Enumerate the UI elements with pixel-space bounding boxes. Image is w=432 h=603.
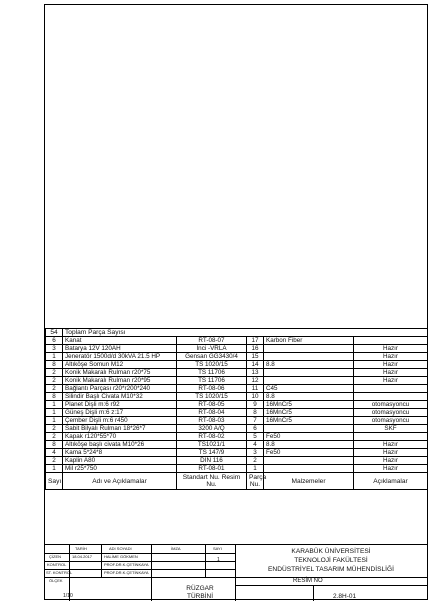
parts-cell-note: Hazır <box>354 441 428 449</box>
col-adi: ADI SOYADI <box>109 546 132 551</box>
parts-cell-note <box>354 385 428 393</box>
parts-cell-std: RT-08-06 <box>177 385 247 393</box>
resim-no-value: 2.8H-01 <box>333 593 357 600</box>
parts-cell-qty: 1 <box>46 401 63 409</box>
parts-cell-name: Güneş Dişli m:6 z:17 <box>63 409 177 417</box>
parts-cell-std: Gensan GG3430/4 <box>177 353 247 361</box>
parts-cell-no: 8 <box>247 409 264 417</box>
resim-no-label: RESİM NO <box>293 578 323 584</box>
parts-cell-note <box>354 433 428 441</box>
parts-cell-std: DIN 116 <box>177 457 247 465</box>
row-olcek: ÖLÇEK <box>49 578 63 583</box>
parts-cell-std: TS 147/9 <box>177 449 247 457</box>
parts-cell-mat <box>264 465 354 473</box>
parts-cell-std: 3200 A/Q <box>177 425 247 433</box>
parts-cell-std: RT-08-07 <box>177 337 247 345</box>
parts-row <box>46 465 428 473</box>
parts-row <box>46 361 428 369</box>
parts-header-note: Açıklamalar <box>354 473 428 490</box>
parts-cell-std: TS 1020/15 <box>177 361 247 369</box>
parts-cell-qty: 2 <box>46 433 63 441</box>
parts-cell-name: Kama 5*24*8 <box>63 449 177 457</box>
parts-cell-std: RT-08-01 <box>177 465 247 473</box>
parts-cell-no: 13 <box>247 369 264 377</box>
parts-total-count: 54 <box>46 329 63 337</box>
parts-row <box>46 393 428 401</box>
parts-cell-mat: 16MnCr5 <box>264 409 354 417</box>
parts-row <box>46 369 428 377</box>
parts-header-std: Standart Nu. Resim Nu. <box>177 473 247 490</box>
parts-cell-mat <box>264 425 354 433</box>
parts-cell-qty: 3 <box>46 345 63 353</box>
parts-cell-name: Planet Dişli m:6 r92 <box>63 401 177 409</box>
parts-cell-std: TS1021/1 <box>177 441 247 449</box>
parts-cell-no: 1 <box>247 465 264 473</box>
parts-header-name: Adı ve Açıklamalar <box>63 473 177 490</box>
parts-cell-note: Hazır <box>354 449 428 457</box>
parts-cell-no: 7 <box>247 417 264 425</box>
parts-cell-mat: 8.8 <box>264 393 354 401</box>
row-cizen: ÇİZEN <box>49 554 61 559</box>
parts-cell-qty: 8 <box>46 393 63 401</box>
parts-cell-qty: 1 <box>46 409 63 417</box>
title-block <box>45 544 427 601</box>
parts-cell-no: 10 <box>247 393 264 401</box>
parts-cell-no: 16 <box>247 345 264 353</box>
parts-cell-note <box>354 337 428 345</box>
parts-cell-note: otomasyoncu <box>354 417 428 425</box>
parts-cell-mat: C45 <box>264 385 354 393</box>
parts-cell-mat: Fe50 <box>264 433 354 441</box>
university-name: KARABÜK ÜNİVERSİTESİ <box>291 548 371 555</box>
parts-cell-mat <box>264 353 354 361</box>
parts-cell-name: Kapak r120*55*70 <box>63 433 177 441</box>
parts-cell-qty: 6 <box>46 337 63 345</box>
parts-cell-name: Silindir Başlı Civata M10*32 <box>63 393 177 401</box>
parts-cell-note <box>354 393 428 401</box>
parts-cell-qty: 1 <box>46 417 63 425</box>
parts-total-label: Toplam Parça Sayısı <box>63 329 428 337</box>
st-kontrol-name: PROF.DR.K.ÇETİNKAYA <box>104 570 149 575</box>
parts-cell-qty: 8 <box>46 441 63 449</box>
parts-cell-mat: Karbon Fiber <box>264 337 354 345</box>
parts-cell-name: Sabit Bilyalı Rulman 18*26*7 <box>63 425 177 433</box>
parts-cell-mat <box>264 377 354 385</box>
parts-cell-note: Hazır <box>354 457 428 465</box>
parts-cell-name: Altıköşe Somun M12 <box>63 361 177 369</box>
parts-cell-no: 4 <box>247 441 264 449</box>
parts-cell-no: 15 <box>247 353 264 361</box>
drawing-title <box>165 585 235 601</box>
parts-row <box>46 409 428 417</box>
parts-header-mat: Malzemeler <box>264 473 354 490</box>
parts-cell-no: 3 <box>247 449 264 457</box>
parts-header-qty: Sayı <box>46 473 63 490</box>
parts-cell-no: 14 <box>247 361 264 369</box>
cizen-name: HALİME GÖKMEN <box>104 554 138 559</box>
parts-cell-std: RT-08-02 <box>177 433 247 441</box>
parts-cell-name: Konik Makaralı Rulman r20*95 <box>63 377 177 385</box>
parts-row <box>46 425 428 433</box>
parts-cell-name: Batarya 12V 120AH <box>63 345 177 353</box>
parts-cell-std: TS 11706 <box>177 369 247 377</box>
parts-cell-qty: 2 <box>46 457 63 465</box>
parts-cell-name: Jeneratör 1500d/d 30kVA 21.5 HP <box>63 353 177 361</box>
parts-cell-note: otomasyoncu <box>354 409 428 417</box>
parts-cell-mat <box>264 369 354 377</box>
parts-cell-note: Hazır <box>354 361 428 369</box>
parts-cell-qty: 2 <box>46 425 63 433</box>
row-kontrol: KONTROL <box>47 562 67 567</box>
parts-row <box>46 457 428 465</box>
parts-cell-note: Hazır <box>354 369 428 377</box>
col-sayi: SAYI <box>213 546 222 551</box>
parts-cell-name: Bağlantı Parçası r20*r200*240 <box>63 385 177 393</box>
parts-cell-std: RT-08-05 <box>177 401 247 409</box>
parts-row <box>46 401 428 409</box>
row-st-kontrol: ST. KONTROL <box>46 570 73 575</box>
parts-row <box>46 345 428 353</box>
drawing-sheet <box>44 4 428 600</box>
parts-cell-std: İnci -VRLA <box>177 345 247 353</box>
parts-cell-no: 2 <box>247 457 264 465</box>
parts-row <box>46 385 428 393</box>
parts-row <box>46 441 428 449</box>
parts-cell-mat <box>264 345 354 353</box>
parts-cell-mat <box>264 457 354 465</box>
parts-header-row <box>46 473 428 490</box>
parts-row <box>46 377 428 385</box>
parts-cell-name: Altıköşe başlı civata M10*26 <box>63 441 177 449</box>
parts-cell-qty: 1 <box>46 353 63 361</box>
parts-cell-std: RT-08-03 <box>177 417 247 425</box>
parts-cell-no: 17 <box>247 337 264 345</box>
institution-block <box>235 547 427 574</box>
col-imza: İMZA <box>171 546 181 551</box>
parts-cell-qty: 8 <box>46 361 63 369</box>
parts-cell-note: Hazır <box>354 345 428 353</box>
parts-total-row <box>46 329 428 337</box>
sayi-value: 1 <box>217 557 220 563</box>
parts-cell-qty: 2 <box>46 385 63 393</box>
parts-cell-qty: 2 <box>46 369 63 377</box>
parts-cell-no: 5 <box>247 433 264 441</box>
drawing-title-line1: RÜZGAR <box>186 585 214 592</box>
parts-cell-qty: 4 <box>46 449 63 457</box>
scale-value: 1/10 <box>63 593 73 599</box>
parts-cell-mat: 8.8 <box>264 441 354 449</box>
parts-row <box>46 337 428 345</box>
date-value: 18.04.2017 <box>72 554 93 559</box>
kontrol-name: PROF.DR.K.ÇETİNKAYA <box>104 562 149 567</box>
parts-cell-mat: Fe50 <box>264 449 354 457</box>
parts-cell-note: Hazır <box>354 465 428 473</box>
parts-cell-std: TS 1020/15 <box>177 393 247 401</box>
parts-cell-name: Konik Makaralı Rulman r20*75 <box>63 369 177 377</box>
parts-list-table <box>45 328 428 490</box>
parts-cell-note: SKF <box>354 425 428 433</box>
drawing-area <box>45 5 427 328</box>
department-name: ENDÜSTRİYEL TASARIM MÜHENDİSLİĞİ <box>268 566 394 573</box>
parts-cell-note: Hazır <box>354 377 428 385</box>
parts-cell-note: Hazır <box>354 353 428 361</box>
parts-row <box>46 449 428 457</box>
parts-cell-qty: 2 <box>46 377 63 385</box>
parts-cell-name: Kanat <box>63 337 177 345</box>
drawing-title-line2: TÜRBİNİ <box>187 593 213 600</box>
parts-row <box>46 433 428 441</box>
parts-cell-note: otomasyoncu <box>354 401 428 409</box>
parts-cell-std: RT-08-04 <box>177 409 247 417</box>
parts-cell-no: 11 <box>247 385 264 393</box>
parts-cell-name: Mil r25*750 <box>63 465 177 473</box>
parts-header-no: Parça Nu. <box>247 473 264 490</box>
parts-cell-no: 6 <box>247 425 264 433</box>
parts-cell-no: 9 <box>247 401 264 409</box>
parts-cell-mat: 16MnCr5 <box>264 417 354 425</box>
parts-row <box>46 417 428 425</box>
parts-cell-name: Çember Dişli m:6 r450 <box>63 417 177 425</box>
parts-cell-no: 12 <box>247 377 264 385</box>
parts-cell-std: TS 11706 <box>177 377 247 385</box>
parts-cell-qty: 1 <box>46 465 63 473</box>
parts-cell-mat: 16MnCr5 <box>264 401 354 409</box>
faculty-name: TEKNOLOJİ FAKÜLTESİ <box>294 557 368 564</box>
parts-row <box>46 353 428 361</box>
parts-cell-name: Kaplin A80 <box>63 457 177 465</box>
parts-cell-mat: 8.8 <box>264 361 354 369</box>
col-tarih: TARİH <box>75 546 87 551</box>
